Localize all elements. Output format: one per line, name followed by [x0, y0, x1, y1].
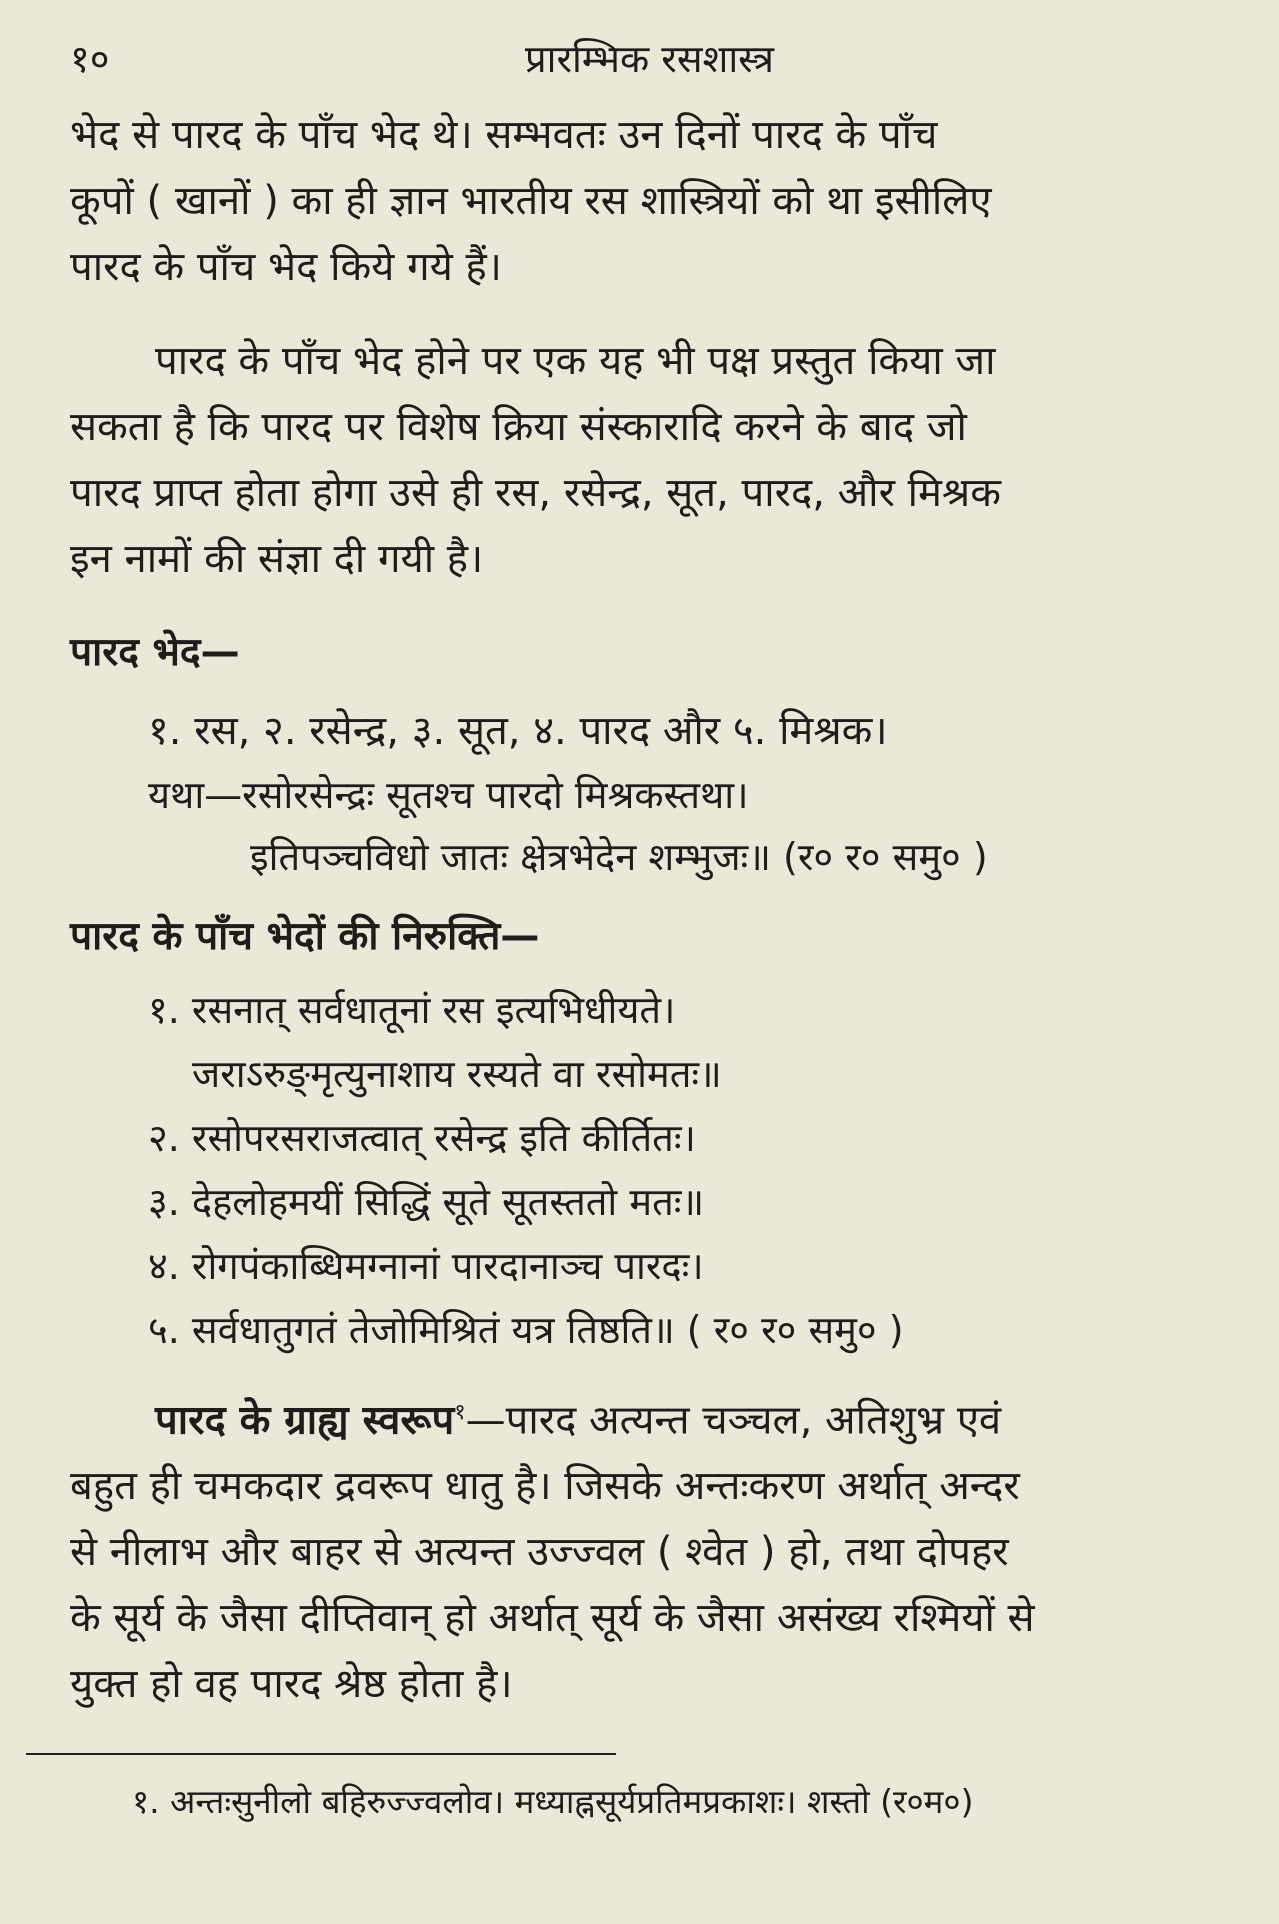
footnote-divider: [26, 1753, 616, 1755]
text-line: बहुत ही चमकदार द्रवरूप धातु है। जिसके अन्तःकरण अर्थात् अन्दर: [70, 1463, 1020, 1510]
text-line: पारद के पाँच भेद किये गये हैं।: [70, 244, 502, 290]
footnote: १. अन्तःसुनीलो बहिरुज्ज्वलोव। मध्याह्नसूर्यप्रतिमप्रकाशः। शस्तो (र०म०): [132, 1782, 974, 1822]
text-line: युक्त हो वह पारद श्रेष्ठ होता है।: [70, 1661, 513, 1708]
text-line: से नीलाभ और बाहर से अत्यन्त उज्ज्वल ( श्वेत ) हो, तथा दोपहर: [70, 1529, 1009, 1576]
footnote-mark: १: [454, 1400, 466, 1425]
text-line: पारद प्राप्त होता होगा उसे ही रस, रसेन्द्र, सूत, पारद, और मिश्रक: [70, 470, 1001, 516]
sloka-line: १. रसनात् सर्वधातूनां रस इत्यभिधीयते।: [148, 988, 676, 1032]
page-number: १०: [70, 37, 110, 81]
types-list: १. रस, २. रसेन्द्र, ३. सूत, ४. पारद और ५. मिश्रक।: [148, 708, 888, 754]
paragraph-2: [70, 328, 1229, 592]
section-heading-nirukti: पारद के पाँच भेदों की निरुक्ति—: [70, 914, 540, 959]
text-line: भेद से पारद के पाँच भेद थे। सम्भवतः उन दिनों पारद के पाँच: [70, 112, 938, 158]
verse-yatha: [70, 764, 1229, 888]
text-line: सकता है कि पारद पर विशेष क्रिया संस्कारादि करने के बाद जो: [70, 404, 967, 450]
sloka-line: ५. सर्वधातुगतं तेजोमिश्रितं यत्र तिष्ठति॥ ( र० र० समु० ): [148, 1308, 904, 1352]
sloka-line: ३. देहलोहमयीं सिद्धिं सूते सूतस्ततो मतः॥: [148, 1180, 705, 1224]
text-line: [70, 1380, 1229, 1453]
paragraph-1: [70, 102, 1229, 300]
sloka-line: ४. रोगपंकाब्धिमग्नानां पारदानाञ्च पारदः।: [148, 1244, 704, 1288]
running-title: प्रारम्भिक रसशास्त्र: [525, 37, 774, 81]
sloka-continuation: जराऽरुङ्मृत्युनाशाय रस्यते वा रसोमतः॥: [192, 1052, 722, 1096]
verse-line: इतिपञ्चविधो जातः क्षेत्रभेदेन शम्भुजः॥ (र० र० समु० ): [250, 835, 988, 879]
inline-heading: पारद के ग्राह्य स्वरूप: [155, 1397, 455, 1444]
sloka-line: [70, 1042, 1229, 1106]
paragraph-3: [70, 1380, 1229, 1717]
text-line: इन नामों की संज्ञा दी गयी है।: [70, 536, 484, 582]
page-header: [70, 32, 1229, 102]
text-line: कूपों ( खानों ) का ही ज्ञान भारतीय रस शास्त्रियों को था इसीलिए: [70, 178, 992, 224]
text-line: के सूर्य के जैसा दीप्तिवान् हो अर्थात् सूर्य के जैसा असंख्य रश्मियों से: [70, 1595, 1035, 1642]
text-line: पारद के पाँच भेद होने पर एक यह भी पक्ष प्रस्तुत किया जा: [155, 338, 996, 384]
nirukti-verses: [70, 978, 1229, 1362]
verse-line: यथा—रसोरसेन्द्रः सूतश्च पारदो मिश्रकस्तथा।: [148, 773, 749, 817]
section-heading-types: पारद भेद—: [70, 630, 240, 675]
sloka-line: २. रसोपरसराजत्वात् रसेन्द्र इति कीर्तितः।: [148, 1116, 696, 1160]
text-segment: —पारद अत्यन्त चञ्चल, अतिशुभ्र एवं: [465, 1397, 1002, 1444]
